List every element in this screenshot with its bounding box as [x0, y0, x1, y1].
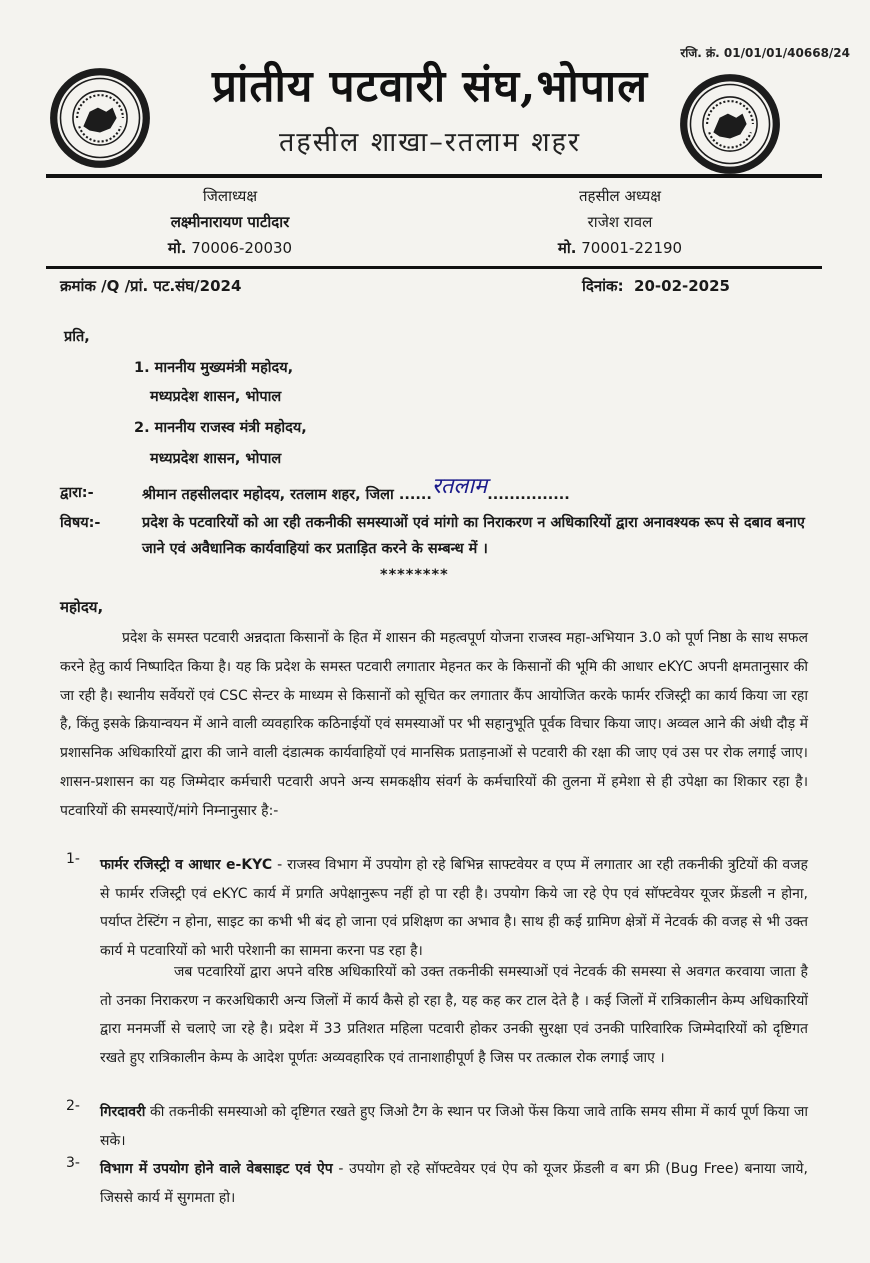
- separator-stars: ********: [380, 567, 449, 583]
- header-divider: [46, 174, 822, 178]
- recipient-2-title: 2. माननीय राजस्व मंत्री महोदय,: [134, 420, 307, 436]
- subject-text: प्रदेश के पटवारियों को आ रही तकनीकी समस्याओं एवं मांगो का निराकरण न अधिकारियों द्वारा अनावश्यक रूप से दबाव बनाए जाने एवं अवैधानिक कार्यवाहियां कर प्रताड़ित करने के सम्बन्ध में ।: [142, 515, 805, 557]
- list-item-continuation: जब पटवारियों द्वारा अपने वरिष्ठ अधिकारियों को उक्त तकनीकी समस्याओं एवं नेटवर्क की समस्या से अवगत करवाया जाता है तो उनका निराकरण न करअधिकारी अन्य जिलों में कार्य कैसे हो रहा है, यह कह कर टाल देते है । कई जिलों में रात्रिकालीन केम्प अधिकारियों द्वारा मनमर्जी से चलाऐ जा रहे है। प्रदेश में 33 प्रतिशत महिला पटवारी होकर उनकी सुरक्षा एवं उनकी पारिवारिक जिम्मेदारियों को दृष्टिगत रखते हुए रात्रिकालीन केम्प के आदेश पूर्णतः अव्यवहारिक एवं तानाशाहीपूर्ण है जिस पर तत्काल रोक लगाई जाए ।: [100, 964, 808, 1066]
- list-item: विभाग में उपयोग होने वाले वेबसाइट एवं ऐप - उपयोग हो रहे सॉफ्टवेयर एवं ऐप को यूजर फ्रेंडली व बग फ्री (Bug Free) बनाया जाये, जिससे कार्य में सुगमता हो।: [100, 1161, 808, 1206]
- recipient-1-office: मध्यप्रदेश शासन, भोपाल: [150, 389, 282, 405]
- officer-phone: मो. 70001-22190: [557, 239, 683, 257]
- list-item: फार्मर रजिस्ट्री व आधार e-KYC - राजस्व विभाग में उपयोग हो रहे बिभिन्न साफ्टवेयर व एप्प में लगातार आ रही तकनीकी त्रुटियों की वजह से फार्मर रजिस्ट्री एवं eKYC कार्य में प्रगति अपेक्षानुरूप नहीं हो पा रही है। उपयोग किये जा रहे ऐप एवं सॉफ्टवेयर यूजर फ्रेंडली न होना, पर्याप्त टेस्टिंग न होना, साइट का कभी भी बंद हो जाना एवं प्रशिक्षण का अभाव है। साथ ही कई ग्रामिण क्षेत्रों में नेटवर्क की वजह से भी उक्त कार्य मे पटवारियों को भारी परेशानी का सामना करना पड रहा है।: [100, 857, 808, 959]
- officer-name: लक्ष्मीनारायण पाटीदार: [170, 213, 290, 231]
- officer-title: जिलाध्यक्ष: [202, 187, 258, 205]
- body-paragraph: प्रदेश के समस्त पटवारी अन्नदाता किसानों के हित में शासन की महत्वपूर्ण योजना राजस्व महा-अभियान 3.0 को पूर्ण निष्ठा के साथ सफल करने हेतु कार्य निष्पादित किया है। यह कि प्रदेश के समस्त पटवारी लगातार मेहनत कर के किसानों की भूमि की आधार eKYC अपनी क्षमतानुसार की जा रही है। स्थानीय सर्वेयरों एवं CSC सेन्टर के माध्यम से किसानों को सूचित कर लगातार कैंप आयोजित करके फार्मर रजिस्ट्री का कार्य किया जा रहा है, किंतु इसके क्रियान्वयन में आने वाली व्यवहारिक कठिनाईयों एवं समस्याओं पर भी सहानुभूति पूर्वक विचार किया जाए। अव्वल आने की अंधी दौड़ में प्रशासनिक अधिकारियों द्वारा की जाने वाली दंडात्मक कार्यवाहियों एवं मानसिक प्रताड़नाओं से पटवारी की रक्षा की जाए एवं उस पर रोक लगाई जाए। शासन-प्रशासन का यह जिम्मेदार कर्मचारी पटवारी अपने अन्य समकक्षीय संवर्ग के कर्मचारियों की तुलना में हमेशा से ही उपेक्षा का शिकार रहा है। पटवारियों की समस्याऐं/मांगे निम्नानुसार है:-: [60, 630, 808, 819]
- subject-label: विषय:-: [60, 515, 101, 531]
- association-seal-left: [48, 66, 152, 170]
- reference-number: क्रमांक /Q /प्रां. पट.संघ/2024: [60, 277, 242, 295]
- officer-name: राजेश रावल: [587, 213, 653, 231]
- recipient-2-office: मध्यप्रदेश शासन, भोपाल: [150, 451, 282, 467]
- officer-phone: मो. 70006-20030: [167, 239, 293, 257]
- association-seal-right: [678, 72, 782, 176]
- letter-date: दिनांक: 20-02-2025: [582, 277, 730, 295]
- officer-district-president: [110, 183, 350, 261]
- officers-divider: [46, 266, 822, 269]
- officer-title: तहसील अध्यक्ष: [578, 187, 662, 205]
- to-label: प्रति,: [64, 329, 90, 345]
- list-item: गिरदावरी की तकनीकी समस्याओ को दृष्टिगत रखते हुए जिओ टैग के स्थान पर जिओ फेंस किया जावे ताकि समय सीमा में कार्य पूर्ण किया जा सके।: [100, 1104, 808, 1149]
- item-number: 1-: [66, 851, 80, 867]
- recipient-1-title: 1. माननीय मुख्यमंत्री महोदय,: [134, 360, 294, 376]
- registration-number: रजि. क्रं. 01/01/01/40668/24: [680, 46, 850, 60]
- branch-name: तहसील शाखा–रतलाम शहर: [279, 127, 581, 158]
- organization-name: प्रांतीय पटवारी संघ,भोपाल: [211, 61, 649, 112]
- via-label: द्वारा:-: [60, 485, 94, 501]
- item-number: 3-: [66, 1155, 80, 1171]
- handwritten-district: रतलाम: [431, 474, 488, 499]
- via-text: श्रीमान तहसीलदार महोदय, रतलाम शहर, जिला ......रतलाम...............: [142, 474, 570, 503]
- officer-tehsil-president: [520, 183, 720, 261]
- salutation: महोदय,: [60, 598, 104, 616]
- item-number: 2-: [66, 1098, 80, 1114]
